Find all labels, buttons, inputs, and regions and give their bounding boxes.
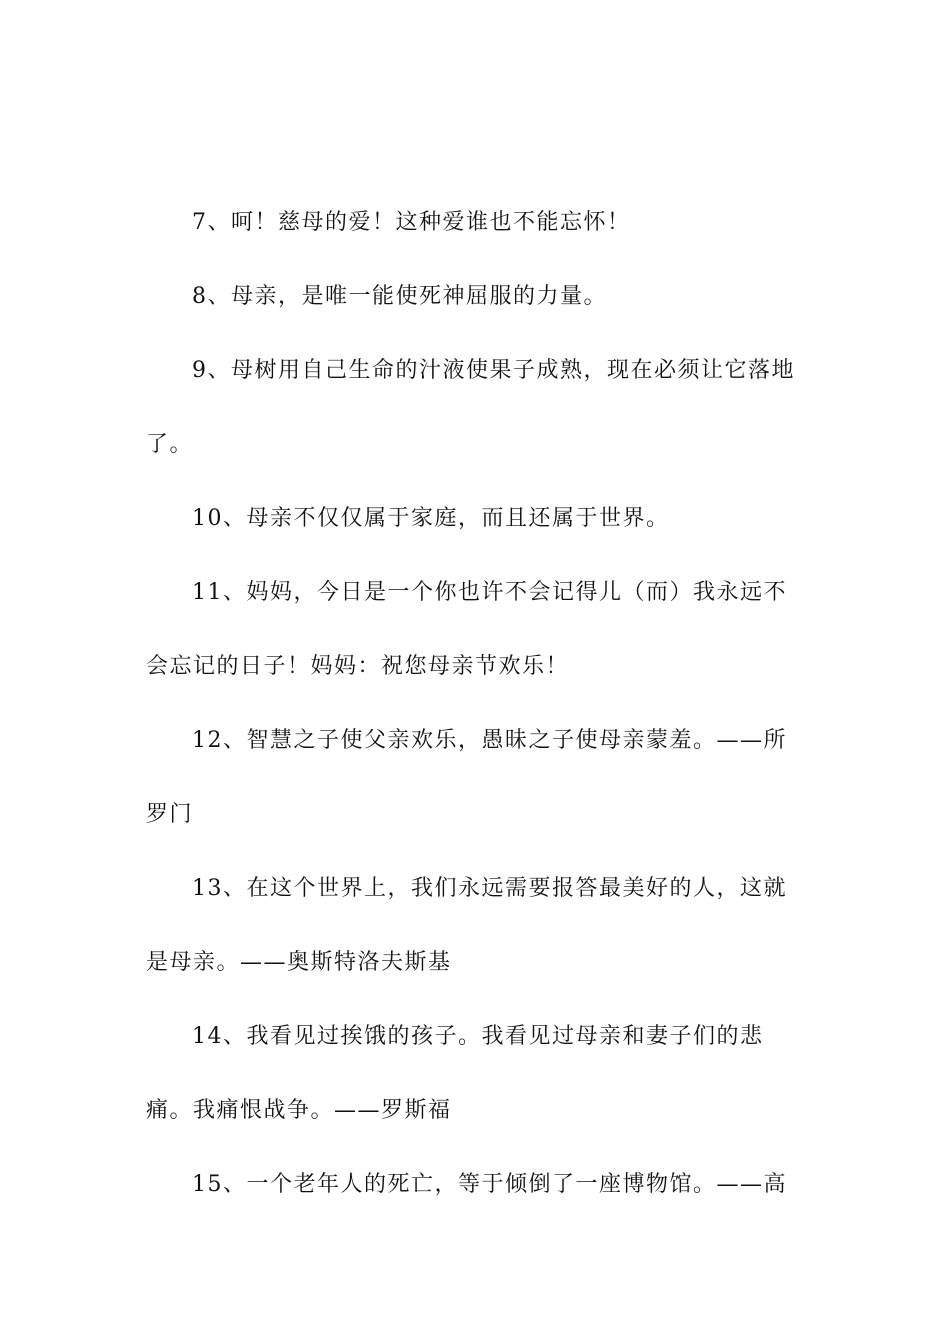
paragraph-15: 15、一个老年人的死亡，等于倾倒了一座博物馆。——高 (192, 1172, 787, 1197)
paragraph-10: 10、母亲不仅仅属于家庭，而且还属于世界。 (192, 506, 670, 531)
paragraph-13: 13、在这个世界上，我们永远需要报答最美好的人，这就是母亲。——奥斯特洛夫斯基 (146, 876, 787, 975)
paragraph-11: 11、妈妈，今日是一个你也许不会记得儿（而）我永远不会忘记的日子！妈妈：祝您母亲节欢乐！ (146, 580, 787, 679)
paragraph-9: 9、母树用自己生命的汁液使果子成熟，现在必须让它落地了。 (146, 358, 795, 457)
paragraph-8: 8、母亲，是唯一能使死神屈服的力量。 (192, 284, 607, 309)
paragraph-12: 12、智慧之子使父亲欢乐，愚昧之子使母亲蒙羞。——所罗门 (146, 728, 787, 827)
paragraph-14: 14、我看见过挨饿的孩子。我看见过母亲和妻子们的悲痛。我痛恨战争。——罗斯福 (146, 1024, 764, 1123)
document-body (146, 186, 808, 1222)
paragraph-7: 7、呵！慈母的爱！这种爱谁也不能忘怀！ (192, 210, 631, 235)
